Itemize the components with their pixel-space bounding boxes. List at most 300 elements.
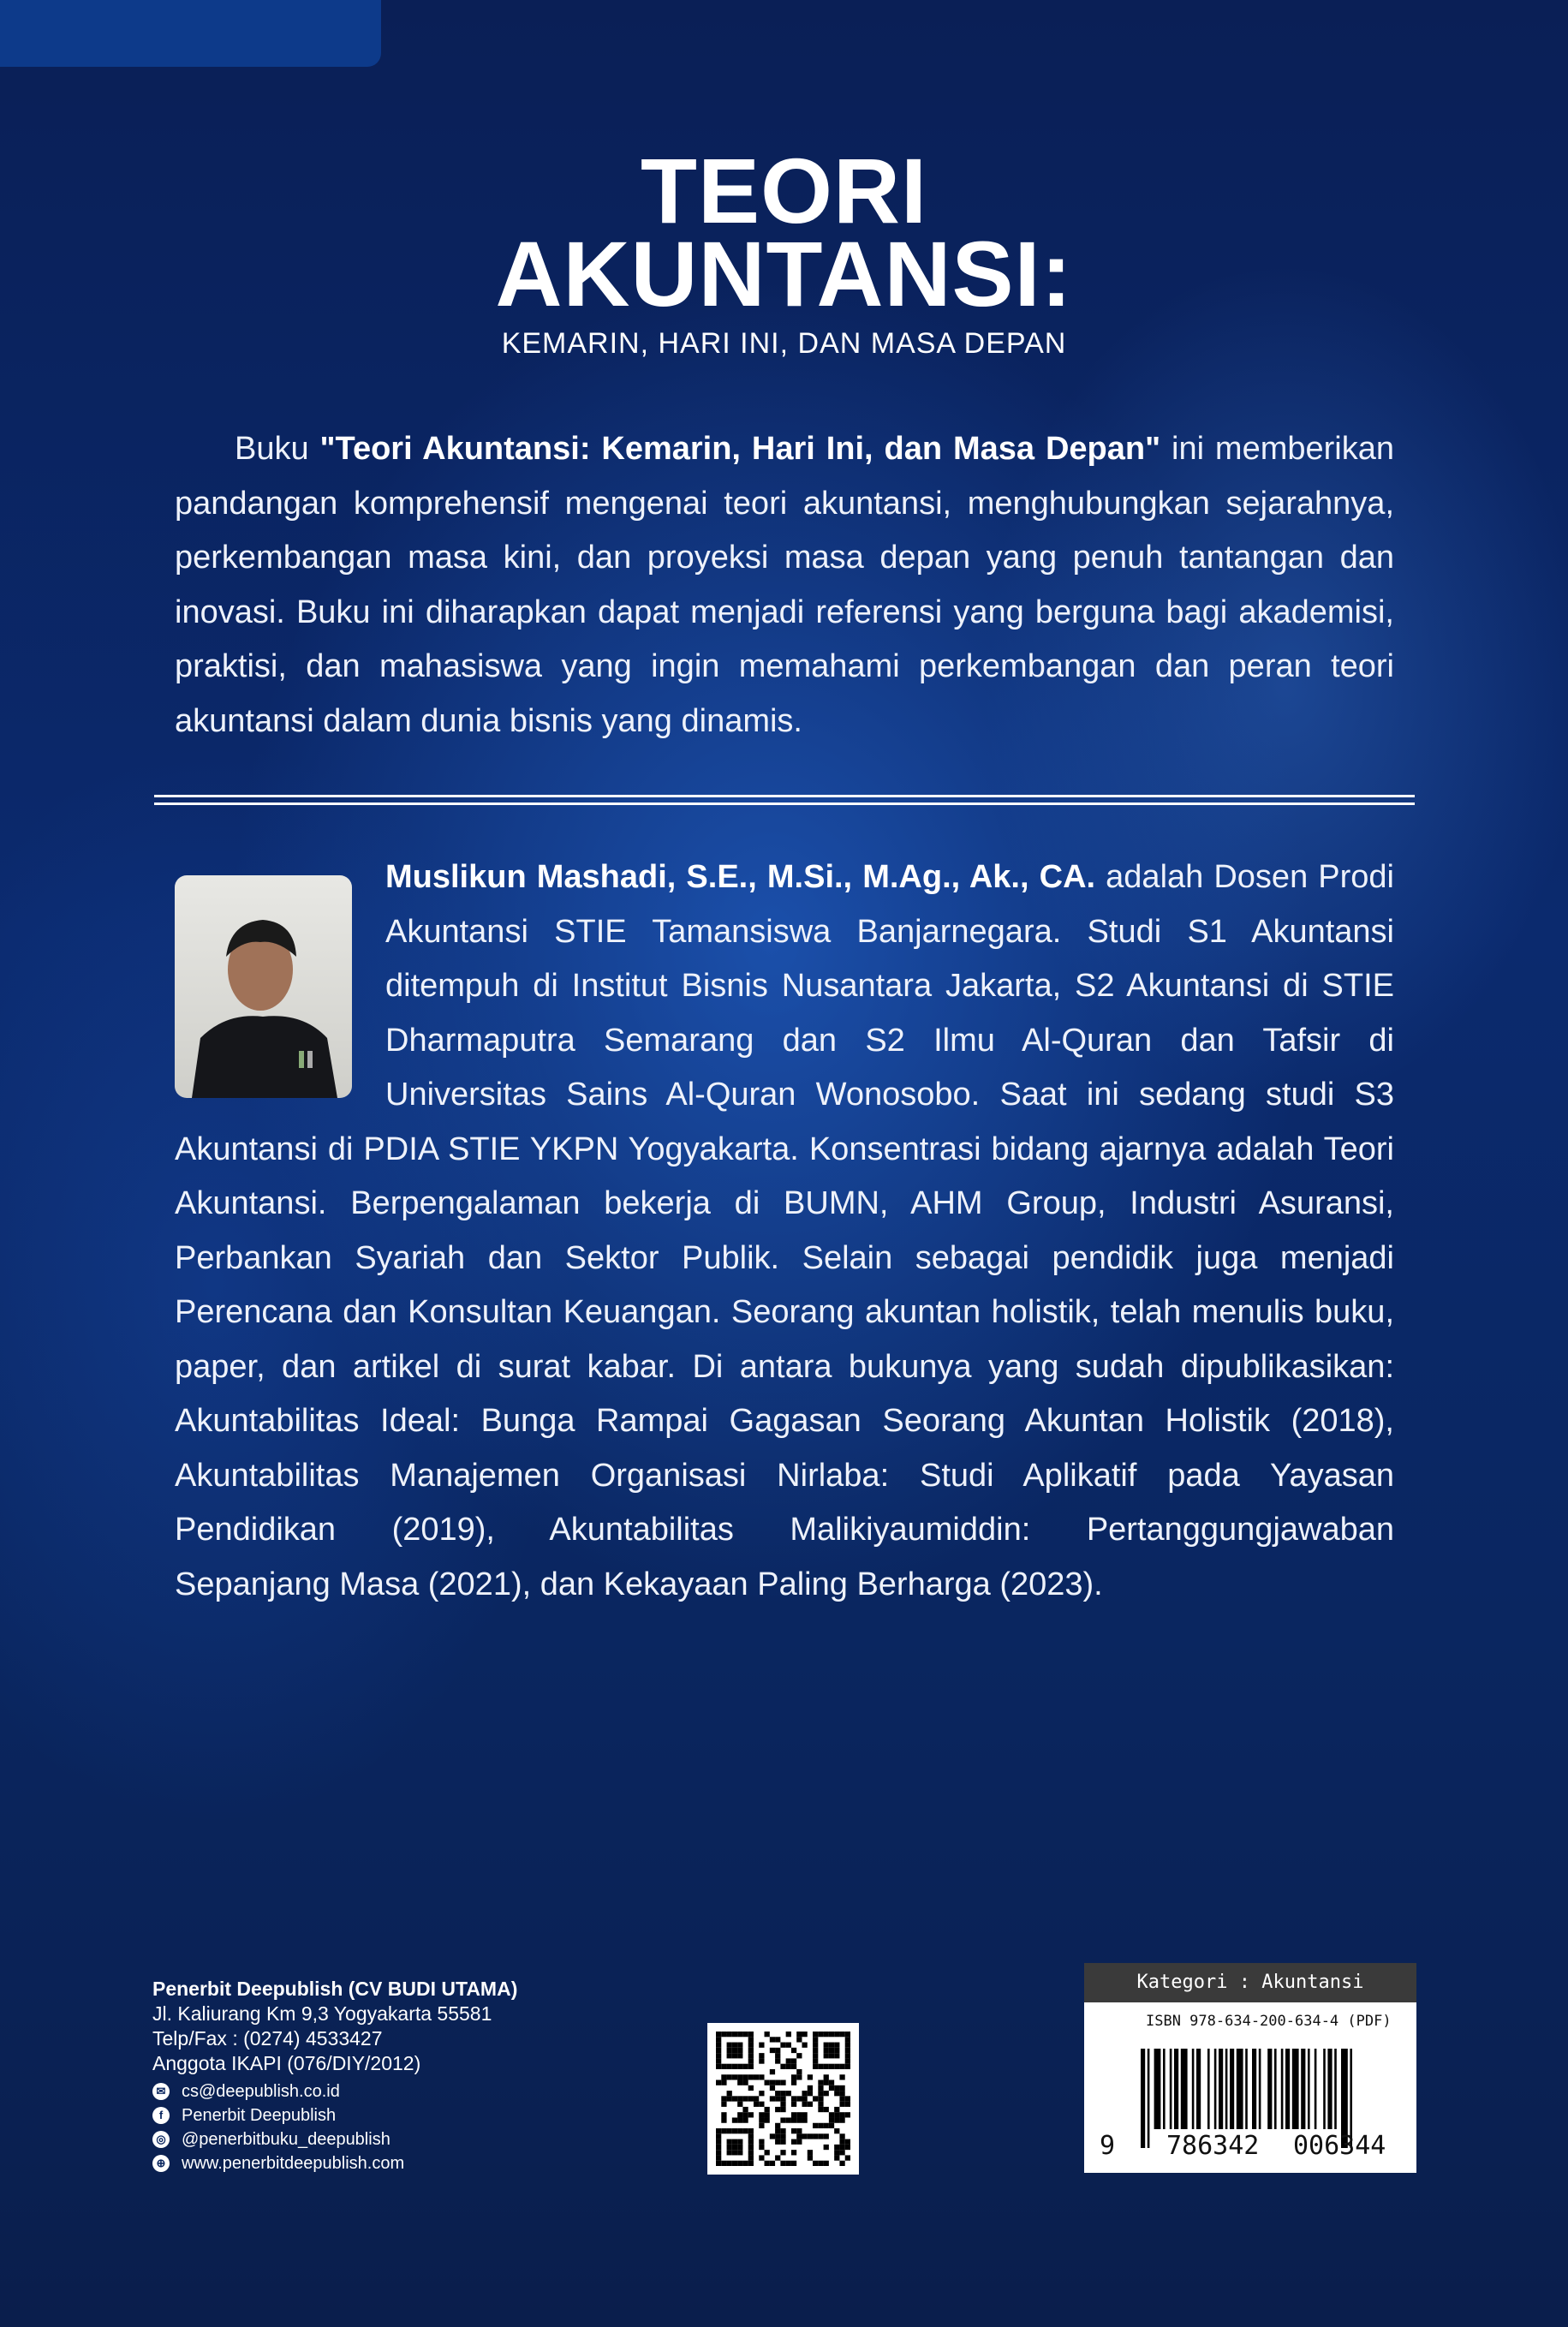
qr-module — [721, 2128, 726, 2133]
qr-module — [721, 2096, 726, 2101]
qr-module — [737, 2053, 742, 2058]
qr-module — [732, 2128, 737, 2133]
qr-module — [802, 2102, 807, 2107]
bio-line: Perencana dan Konsultan Keuangan. Seorang akuntan holistik, telah menulis buku, — [175, 1294, 1394, 1330]
qr-module — [737, 2043, 742, 2048]
qr-module — [839, 2032, 844, 2037]
qr-module — [727, 2064, 732, 2069]
qr-module — [732, 2053, 737, 2058]
qr-module — [829, 2085, 834, 2091]
qr-module — [742, 2032, 748, 2037]
qr-module — [742, 2074, 748, 2079]
qr-module — [770, 2048, 775, 2053]
qr-module — [808, 2085, 813, 2091]
barcode-bar — [1141, 2049, 1145, 2148]
qr-module — [802, 2117, 807, 2122]
qr-module — [829, 2080, 834, 2085]
qr-module — [759, 2123, 764, 2128]
qr-module — [754, 2096, 759, 2101]
qr-module — [727, 2053, 732, 2058]
qr-module — [737, 2064, 742, 2069]
qr-module — [721, 2112, 726, 2117]
barcode-bar — [1274, 2049, 1277, 2129]
qr-module — [834, 2155, 839, 2160]
qr-module — [775, 2155, 780, 2160]
qr-module — [775, 2053, 780, 2058]
qr-module — [818, 2123, 823, 2128]
bio-line: Sepanjang Masa (2021), dan Kekayaan Paling Berharga (2023). — [175, 1566, 1103, 1602]
qr-module — [770, 2085, 775, 2091]
qr-module — [780, 2091, 785, 2096]
qr-module — [791, 2048, 796, 2053]
qr-module — [824, 2053, 829, 2058]
qr-module — [780, 2096, 785, 2101]
qr-module — [839, 2102, 844, 2107]
qr-module — [802, 2096, 807, 2101]
qr-module — [824, 2048, 829, 2053]
book-description — [175, 422, 1394, 749]
qr-module — [824, 2133, 829, 2139]
qr-module — [824, 2145, 829, 2150]
qr-module — [780, 2102, 785, 2107]
qr-module — [748, 2074, 754, 2079]
corner-tab — [0, 0, 381, 67]
qr-module — [716, 2048, 721, 2053]
qr-module — [754, 2102, 759, 2107]
qr-module — [829, 2064, 834, 2069]
qr-module — [742, 2117, 748, 2122]
qr-module — [839, 2096, 844, 2101]
qr-module — [716, 2037, 721, 2042]
qr-module — [716, 2128, 721, 2133]
qr-module — [813, 2048, 818, 2053]
qr-module — [786, 2058, 791, 2063]
qr-module — [748, 2155, 754, 2160]
qr-module — [721, 2080, 726, 2085]
qr-module — [818, 2064, 823, 2069]
qr-module — [791, 2139, 796, 2145]
qr-module — [796, 2112, 802, 2117]
qr-module — [791, 2096, 796, 2101]
qr-module — [775, 2048, 780, 2053]
qr-module — [727, 2043, 732, 2048]
qr-module — [824, 2074, 829, 2079]
qr-module — [845, 2096, 850, 2101]
qr-module — [737, 2128, 742, 2133]
qr-module — [824, 2064, 829, 2069]
barcode-bar — [1267, 2049, 1272, 2129]
qr-module — [748, 2085, 754, 2091]
bio-line: Dharmaputra Semarang dan S2 Ilmu Al-Quran dan Tafsir di — [385, 1022, 1394, 1059]
barcode-bar — [1154, 2049, 1161, 2129]
qr-module — [839, 2150, 844, 2155]
qr-module — [824, 2032, 829, 2037]
qr-module — [824, 2043, 829, 2048]
qr-module — [737, 2161, 742, 2166]
qr-module — [834, 2032, 839, 2037]
qr-module — [716, 2139, 721, 2145]
qr-module — [716, 2064, 721, 2069]
instagram-icon: ◎ — [152, 2131, 170, 2148]
barcode-bar — [1334, 2049, 1337, 2129]
bio-line: Muslikun Mashadi, S.E., M.Si., M.Ag., Ak., CA. adalah Dosen Prodi — [385, 859, 1394, 895]
qr-module — [834, 2091, 839, 2096]
qr-module — [732, 2096, 737, 2101]
qr-module — [796, 2032, 802, 2037]
qr-code[interactable] — [707, 2023, 859, 2175]
qr-module — [813, 2133, 818, 2139]
qr-module — [845, 2139, 850, 2145]
publisher-info — [152, 1977, 517, 2175]
qr-module — [839, 2117, 844, 2122]
qr-module — [791, 2058, 796, 2063]
publisher-phone: Telp/Fax : (0274) 4533427 — [152, 2027, 383, 2050]
qr-module — [839, 2064, 844, 2069]
barcode-box — [1084, 1963, 1416, 2173]
qr-module — [791, 2112, 796, 2117]
title-line-2: AKUNTANSI: — [495, 222, 1073, 325]
qr-module — [780, 2150, 785, 2155]
qr-module — [759, 2053, 764, 2058]
qr-module — [716, 2161, 721, 2166]
qr-module — [775, 2058, 780, 2063]
title-line-1: TEORI — [640, 139, 927, 242]
qr-module — [818, 2091, 823, 2096]
qr-module — [834, 2043, 839, 2048]
qr-module — [802, 2091, 807, 2096]
description-line: pandangan komprehensif mengenai teori akuntansi, menghubungkan sejarahnya, — [175, 485, 1394, 522]
barcode-bar — [1292, 2049, 1299, 2129]
qr-module — [716, 2043, 721, 2048]
qr-module — [759, 2139, 764, 2145]
qr-module — [775, 2123, 780, 2128]
author-bio — [175, 850, 1394, 1612]
qr-module — [829, 2048, 834, 2053]
barcode-bar — [1237, 2049, 1243, 2129]
qr-module — [813, 2123, 818, 2128]
barcode-bar — [1207, 2049, 1210, 2129]
qr-module — [834, 2048, 839, 2053]
description-line: praktisi, dan mahasiswa yang ingin memahami perkembangan dan peran teori — [175, 648, 1394, 684]
qr-module — [813, 2064, 818, 2069]
qr-module — [839, 2161, 844, 2166]
bio-line: Akuntansi STIE Tamansiswa Banjarnegara. Studi S1 Akuntansi — [385, 913, 1394, 950]
qr-module — [727, 2139, 732, 2145]
qr-module — [748, 2064, 754, 2069]
qr-module — [818, 2032, 823, 2037]
qr-module — [796, 2096, 802, 2101]
qr-module — [727, 2074, 732, 2079]
qr-module — [802, 2032, 807, 2037]
qr-module — [813, 2037, 818, 2042]
qr-module — [759, 2145, 764, 2150]
qr-module — [742, 2080, 748, 2085]
qr-module — [845, 2155, 850, 2160]
qr-module — [716, 2145, 721, 2150]
qr-module — [770, 2133, 775, 2139]
barcode-bar — [1281, 2049, 1284, 2129]
qr-module — [775, 2080, 780, 2085]
bio-line: Akuntansi di PDIA STIE YKPN Yogyakarta. Konsentrasi bidang ajarnya adalah Teori — [175, 1131, 1394, 1167]
bio-line: ditempuh di Institut Bisnis Nusantara Jakarta, S2 Akuntansi di STIE — [385, 968, 1394, 1004]
qr-module — [824, 2161, 829, 2166]
qr-module — [721, 2064, 726, 2069]
qr-module — [748, 2112, 754, 2117]
qr-module — [765, 2032, 770, 2037]
qr-module — [829, 2053, 834, 2058]
publisher-name: Penerbit Deepublish (CV BUDI UTAMA) — [152, 1978, 518, 2000]
qr-module — [791, 2074, 796, 2079]
qr-module — [759, 2117, 764, 2122]
barcode-digit: 9 — [1100, 2131, 1116, 2161]
qr-module — [748, 2037, 754, 2042]
qr-module — [727, 2128, 732, 2133]
qr-module — [727, 2032, 732, 2037]
qr-module — [742, 2096, 748, 2101]
qr-module — [732, 2145, 737, 2150]
barcode-bar — [1259, 2049, 1261, 2129]
qr-module — [834, 2128, 839, 2133]
qr-module — [808, 2074, 813, 2079]
qr-module — [732, 2117, 737, 2122]
qr-module — [845, 2145, 850, 2150]
facebook-icon: f — [152, 2107, 170, 2124]
qr-module — [845, 2037, 850, 2042]
qr-module — [834, 2145, 839, 2150]
qr-module — [727, 2096, 732, 2101]
qr-module — [727, 2145, 732, 2150]
barcode-bar — [1219, 2049, 1223, 2129]
qr-module — [818, 2133, 823, 2139]
isbn-text: ISBN 978-634-200-634-4 (PDF) — [1146, 2013, 1392, 2030]
qr-module — [721, 2074, 726, 2079]
qr-module — [716, 2133, 721, 2139]
qr-module — [737, 2117, 742, 2122]
qr-module — [737, 2145, 742, 2150]
qr-module — [732, 2139, 737, 2145]
qr-module — [770, 2037, 775, 2042]
description-line: akuntansi dalam dunia bisnis yang dinamis. — [175, 702, 802, 739]
qr-module — [834, 2117, 839, 2122]
qr-module — [775, 2037, 780, 2042]
qr-module — [759, 2043, 764, 2048]
qr-module — [796, 2128, 802, 2133]
publisher-email[interactable]: cs@deepublish.co.id — [182, 2082, 340, 2101]
description-line: perkembangan masa kini, dan proyeksi masa depan yang penuh tantangan dan — [175, 540, 1394, 576]
barcode-bar — [1170, 2049, 1172, 2129]
qr-module — [813, 2043, 818, 2048]
barcode-digits-right: 006344 — [1293, 2131, 1386, 2161]
description-line: Buku "Teori Akuntansi: Kemarin, Hari Ini, dan Masa Depan" ini memberikan — [235, 431, 1394, 467]
subtitle: KEMARIN, HARI INI, DAN MASA DEPAN — [501, 327, 1067, 360]
divider — [154, 803, 1415, 805]
qr-module — [813, 2053, 818, 2058]
barcode-bar — [1181, 2049, 1188, 2129]
bio-line: Perbankan Syariah dan Sektor Publik. Selain sebagai pendidik juga menjadi — [175, 1239, 1394, 1276]
qr-module — [716, 2150, 721, 2155]
barcode-bar — [1174, 2049, 1178, 2129]
qr-module — [732, 2064, 737, 2069]
qr-module — [834, 2112, 839, 2117]
qr-module — [829, 2117, 834, 2122]
qr-module — [834, 2053, 839, 2058]
qr-module — [721, 2161, 726, 2166]
qr-module — [839, 2074, 844, 2079]
qr-module — [775, 2096, 780, 2101]
qr-module — [802, 2112, 807, 2117]
barcode-bar — [1308, 2049, 1310, 2129]
qr-module — [748, 2032, 754, 2037]
qr-module — [845, 2053, 850, 2058]
qr-module — [716, 2080, 721, 2085]
qr-module — [716, 2032, 721, 2037]
barcode-bar — [1192, 2049, 1195, 2129]
barcode-bar — [1315, 2049, 1317, 2129]
publisher-instagram[interactable]: @penerbitbuku_deepublish — [182, 2130, 391, 2149]
qr-module — [780, 2043, 785, 2048]
qr-module — [796, 2117, 802, 2122]
qr-module — [775, 2139, 780, 2145]
qr-module — [834, 2150, 839, 2155]
publisher-website[interactable]: www.penerbitdeepublish.com — [182, 2154, 405, 2173]
qr-module — [759, 2112, 764, 2117]
qr-module — [791, 2150, 796, 2155]
publisher-address: Jl. Kaliurang Km 9,3 Yogyakarta 55581 — [152, 2002, 492, 2025]
qr-module — [786, 2064, 791, 2069]
qr-module — [737, 2080, 742, 2085]
qr-module — [742, 2112, 748, 2117]
qr-module — [780, 2133, 785, 2139]
qr-module — [818, 2085, 823, 2091]
qr-module — [829, 2123, 834, 2128]
qr-module — [748, 2133, 754, 2139]
qr-module — [808, 2133, 813, 2139]
barcode-bar — [1196, 2049, 1201, 2129]
qr-module — [839, 2145, 844, 2150]
qr-module — [808, 2102, 813, 2107]
qr-module — [808, 2091, 813, 2096]
qr-module — [829, 2112, 834, 2117]
qr-module — [824, 2123, 829, 2128]
qr-module — [845, 2043, 850, 2048]
qr-module — [780, 2161, 785, 2166]
qr-module — [775, 2128, 780, 2133]
qr-module — [791, 2128, 796, 2133]
qr-module — [759, 2102, 764, 2107]
qr-module — [818, 2107, 823, 2112]
qr-module — [759, 2058, 764, 2063]
qr-module — [839, 2133, 844, 2139]
publisher-ikapi: Anggota IKAPI (076/DIY/2012) — [152, 2052, 421, 2074]
qr-module — [770, 2080, 775, 2085]
qr-module — [834, 2107, 839, 2112]
qr-module — [786, 2161, 791, 2166]
qr-module — [796, 2069, 802, 2074]
qr-module — [796, 2139, 802, 2145]
qr-module — [780, 2080, 785, 2085]
qr-module — [732, 2074, 737, 2079]
barcode-bar — [1301, 2049, 1305, 2129]
qr-module — [780, 2064, 785, 2069]
barcode-bar — [1214, 2049, 1217, 2129]
qr-module — [780, 2107, 785, 2112]
qr-module — [716, 2053, 721, 2058]
qr-module — [732, 2032, 737, 2037]
qr-module — [737, 2102, 742, 2107]
qr-module — [839, 2112, 844, 2117]
qr-module — [834, 2085, 839, 2091]
qr-module — [775, 2091, 780, 2096]
qr-module — [786, 2091, 791, 2096]
divider — [154, 795, 1415, 797]
qr-module — [845, 2102, 850, 2107]
qr-module — [765, 2161, 770, 2166]
qr-module — [765, 2080, 770, 2085]
qr-module — [727, 2091, 732, 2096]
bio-line: Akuntabilitas Ideal: Bunga Rampai Gagasan Seorang Akuntan Holistik (2018), — [175, 1403, 1394, 1439]
qr-module — [780, 2117, 785, 2122]
qr-module — [845, 2112, 850, 2117]
qr-module — [802, 2043, 807, 2048]
bio-line: Pendidikan (2019), Akuntabilitas Malikiyaumiddin: Pertanggungjawaban — [175, 1512, 1394, 1548]
qr-module — [727, 2150, 732, 2155]
email-icon: ✉ — [152, 2083, 170, 2100]
qr-module — [845, 2032, 850, 2037]
qr-module — [748, 2096, 754, 2101]
author-name: Muslikun Mashadi, S.E., M.Si., M.Ag., Ak., CA. — [385, 859, 1096, 895]
qr-module — [742, 2128, 748, 2133]
publisher-facebook[interactable]: Penerbit Deepublish — [182, 2106, 337, 2125]
qr-module — [770, 2069, 775, 2074]
bio-line: paper, dan artikel di surat kabar. Di antara bukunya yang sudah dipublikasikan: — [175, 1348, 1394, 1385]
qr-module — [813, 2161, 818, 2166]
barcode-bar — [1327, 2049, 1332, 2129]
qr-module — [786, 2032, 791, 2037]
qr-module — [839, 2091, 844, 2096]
qr-module — [813, 2096, 818, 2101]
qr-module — [829, 2032, 834, 2037]
barcode-digits-left: 786342 — [1166, 2131, 1260, 2161]
qr-module — [748, 2058, 754, 2063]
description-line: inovasi. Buku ini diharapkan dapat menjadi referensi yang berguna bagi akademisi, — [175, 594, 1394, 630]
qr-module — [721, 2032, 726, 2037]
qr-module — [802, 2133, 807, 2139]
bio-line: Akuntansi. Berpengalaman bekerja di BUMN, AHM Group, Industri Asuransi, — [175, 1185, 1394, 1221]
qr-module — [748, 2043, 754, 2048]
qr-module — [791, 2080, 796, 2085]
qr-module — [824, 2091, 829, 2096]
category-label: Kategori : Akuntansi — [1084, 1963, 1416, 2002]
qr-module — [818, 2080, 823, 2085]
barcode-bar — [1148, 2049, 1150, 2148]
qr-module — [808, 2155, 813, 2160]
barcode-bar — [1163, 2049, 1166, 2129]
qr-module — [727, 2161, 732, 2166]
qr-module — [748, 2053, 754, 2058]
globe-icon: ⊕ — [152, 2155, 170, 2172]
qr-module — [839, 2085, 844, 2091]
qr-module — [716, 2058, 721, 2063]
qr-module — [791, 2102, 796, 2107]
barcode-bar — [1230, 2049, 1234, 2129]
qr-module — [737, 2074, 742, 2079]
qr-module — [716, 2155, 721, 2160]
qr-module — [727, 2048, 732, 2053]
qr-module — [824, 2107, 829, 2112]
qr-module — [824, 2080, 829, 2085]
qr-module — [796, 2133, 802, 2139]
qr-module — [748, 2048, 754, 2053]
